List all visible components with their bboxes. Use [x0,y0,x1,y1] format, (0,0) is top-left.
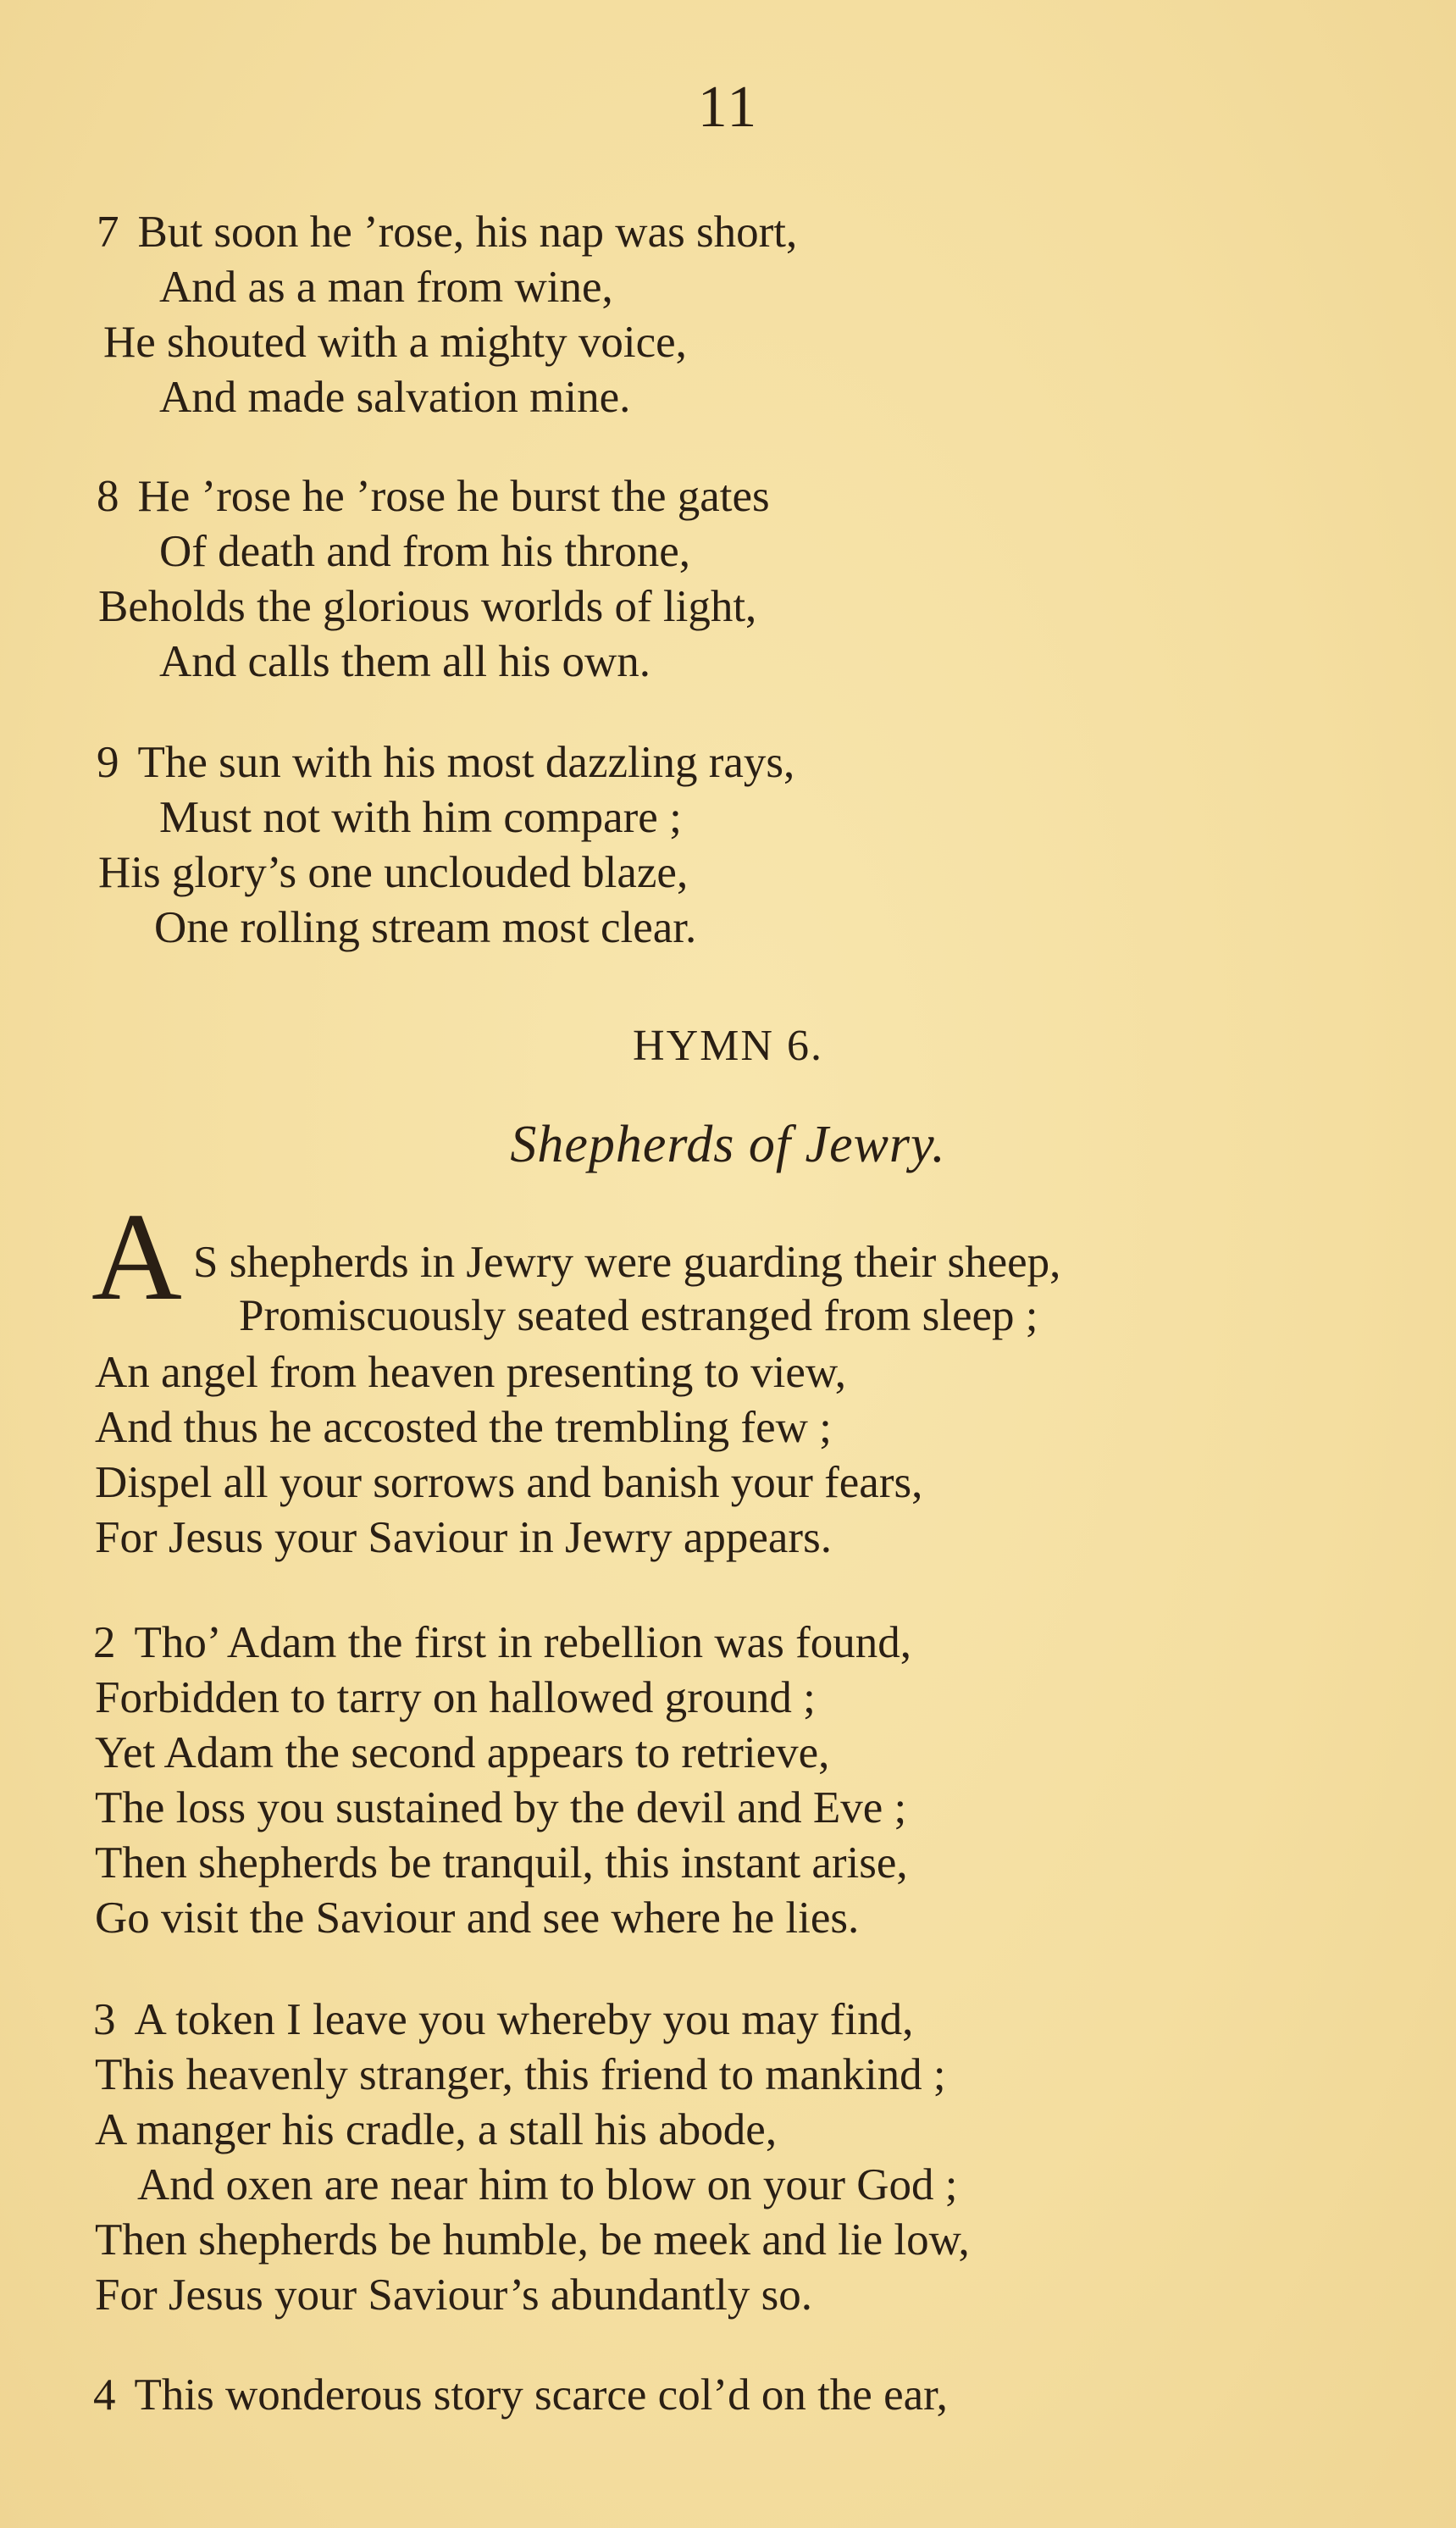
stanza-8-line-4: And calls them all his own. [159,637,650,686]
stanza-7-line-3: He shouted with a mighty voice, [103,318,687,367]
stanza-7-line-4: And made salvation mine. [159,373,631,422]
hymn6-stanza-2-line-1: 2 Tho’ Adam the first in rebellion was found, [93,1618,911,1667]
hymn6-stanza-1-line-3: An angel from heaven presenting to view, [95,1348,846,1397]
hymn6-stanza-2-line-2: Forbidden to tarry on hallowed ground ; [95,1673,816,1722]
stanza-9-line-4: One rolling stream most clear. [154,903,697,952]
stanza-9-line-1: 9 The sun with his most dazzling rays, [97,738,795,787]
hymn6-stanza-3-line-2: This heavenly stranger, this friend to mankind ; [95,2050,946,2099]
hymn6-stanza-3-line-4: And oxen are near him to blow on your God ; [137,2160,958,2209]
stanza-number: 7 [97,208,119,257]
hymn6-stanza-2-line-4: The loss you sustained by the devil and Eve ; [95,1783,907,1832]
drop-cap: A [91,1188,182,1327]
hymn6-stanza-1-line-6: For Jesus your Saviour in Jewry appears. [95,1513,832,1562]
hymn6-stanza-1-line-4: And thus he accosted the trembling few ; [95,1403,832,1452]
stanza-number: 2 [93,1618,116,1667]
stanza-9-line-3: His glory’s one unclouded blaze, [98,848,689,897]
stanza-number: 9 [97,738,119,787]
hymn6-stanza-1-line-5: Dispel all your sorrows and banish your fears, [95,1458,923,1507]
hymn6-stanza-2-line-6: Go visit the Saviour and see where he lies. [95,1893,860,1943]
stanza-9-line-2: Must not with him compare ; [159,793,682,842]
stanza-7-line-1: 7 But soon he ’rose, his nap was short, [97,208,798,257]
hymn6-stanza-3-line-1: 3 A token I leave you whereby you may find, [93,1995,914,2044]
hymn6-stanza-3-line-5: Then shepherds be humble, be meek and lie low, [95,2215,970,2265]
stanza-7-line-2: And as a man from wine, [159,263,613,312]
stanza-number: 4 [93,2370,116,2420]
stanza-8-line-1: 8 He ’rose he ’rose he burst the gates [97,472,770,521]
stanza-number: 8 [97,472,119,521]
stanza-8-line-2: Of death and from his throne, [159,527,690,576]
stanza-8-line-3: Beholds the glorious worlds of light, [98,582,757,631]
hymn-heading: HYMN 6. [633,1022,823,1070]
page-number: 11 [697,75,759,140]
hymn6-stanza-1-line-2: Promiscuously seated estranged from sleep ; [239,1291,1038,1340]
hymn6-stanza-2-line-3: Yet Adam the second appears to retrieve, [95,1728,830,1777]
stanza-number: 3 [93,1995,116,2044]
hymn6-stanza-2-line-5: Then shepherds be tranquil, this instant arise, [95,1838,908,1888]
hymn-title: Shepherds of Jewry. [510,1116,946,1173]
hymn6-stanza-3-line-6: For Jesus your Saviour’s abundantly so. [95,2270,812,2320]
hymn6-stanza-3-line-3: A manger his cradle, a stall his abode, [95,2105,778,2154]
hymn6-stanza-1-line-1: S shepherds in Jewry were guarding their sheep, [193,1238,1061,1287]
hymn6-stanza-4-line-1: 4 This wonderous story scarce col’d on the ear, [93,2370,948,2420]
